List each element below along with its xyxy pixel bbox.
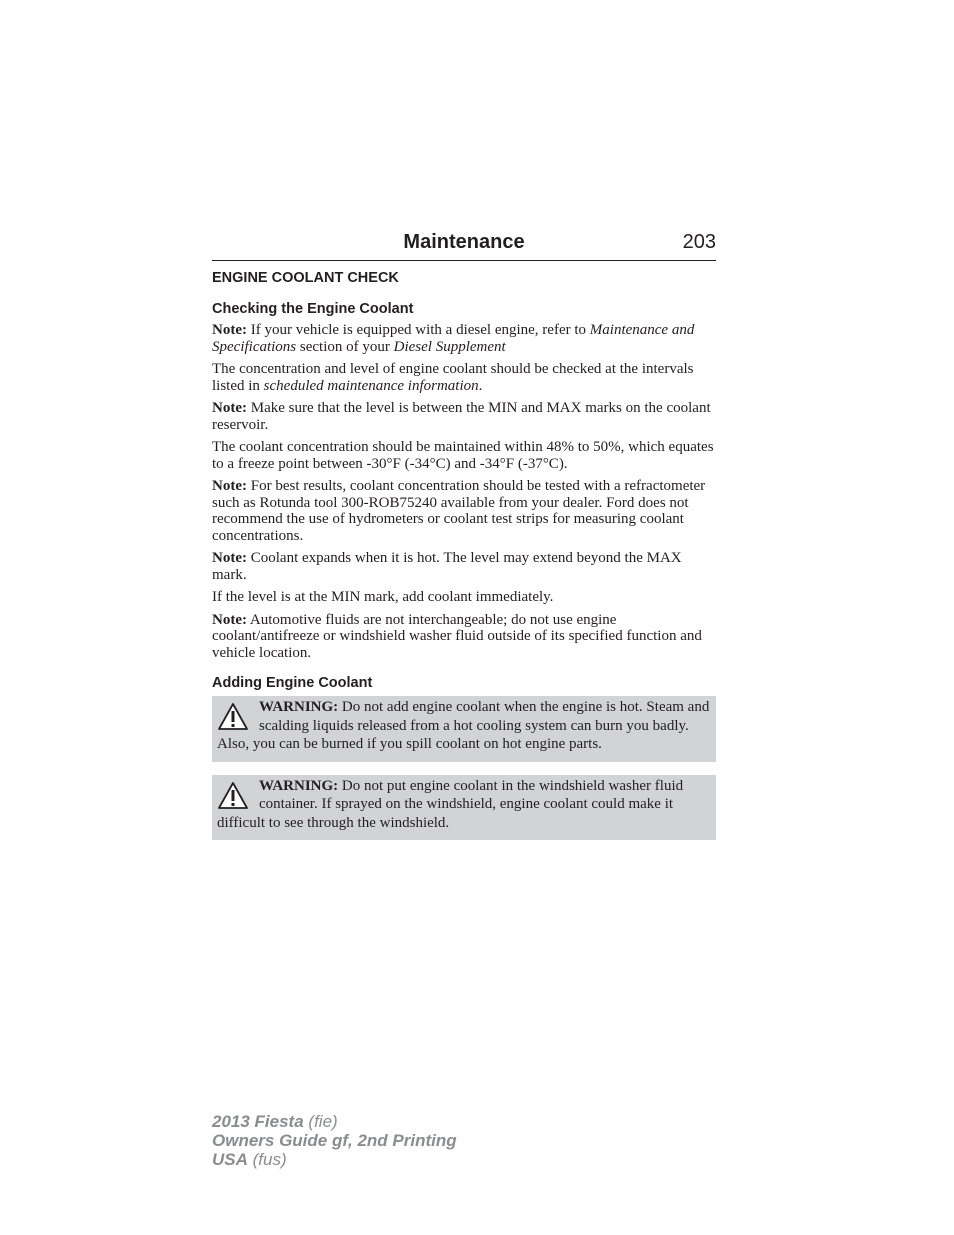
note-text: section of your bbox=[296, 338, 394, 355]
page-footer bbox=[212, 1112, 457, 1169]
note-label: Note: bbox=[212, 611, 247, 628]
paragraph-text: . bbox=[478, 377, 483, 394]
footer-market: USA bbox=[212, 1150, 248, 1169]
italic-reference: Diesel Supplement bbox=[393, 338, 506, 355]
footer-line-guide bbox=[212, 1131, 457, 1150]
footer-guide: Owners Guide gf, 2nd Printing bbox=[212, 1131, 457, 1150]
warning-text: Do not put engine coolant in the windshield washer fluid container. If sprayed on the windshield, engine coolant could make it difficult to see through the windshield. bbox=[217, 777, 684, 831]
footer-line-market bbox=[212, 1150, 457, 1169]
italic-reference: scheduled maintenance information bbox=[263, 377, 479, 394]
warning-label: WARNING: bbox=[259, 777, 339, 794]
note-label: Note: bbox=[212, 478, 247, 494]
warning-triangle-icon bbox=[217, 781, 249, 811]
note-label: Note: bbox=[212, 322, 247, 338]
note-text: Coolant expands when it is hot. The level may extend beyond the MAX mark. bbox=[212, 550, 682, 583]
footer-market-code: (fus) bbox=[247, 1150, 287, 1169]
note-label: Note: bbox=[212, 550, 247, 566]
note-text: Automotive fluids are not interchangeable; do not use engine coolant/antifreeze or windshield washer fluid outside of its specified function and vehicle location. bbox=[212, 611, 702, 661]
warning-box-washer-fluid bbox=[212, 775, 716, 841]
note-refractometer bbox=[212, 478, 716, 544]
warning-box-hot-engine bbox=[212, 696, 716, 762]
paragraph-intervals bbox=[212, 361, 716, 394]
note-expands bbox=[212, 550, 716, 583]
note-text: Make sure that the level is between the MIN and MAX marks on the coolant reservoir. bbox=[212, 400, 711, 433]
paragraph-concentration bbox=[212, 439, 716, 472]
paragraph-min-mark bbox=[212, 589, 716, 606]
footer-line-model bbox=[212, 1112, 457, 1131]
warning-text: Do not add engine coolant when the engine is hot. Steam and scalding liquids released from a hot cooling system can burn you badly. Also, you can be burned if you spill coolant on hot engine parts. bbox=[217, 699, 710, 752]
note-text: For best results, coolant concentration should be tested with a refractometer such as Rotunda tool 300-ROB75240 available from your dealer. Ford does not recommend the use of hydrometers or coolant test strips for measuring coolant concentrations. bbox=[212, 478, 706, 544]
warning-triangle-icon bbox=[217, 702, 249, 732]
main-heading: ENGINE COOLANT CHECK bbox=[212, 270, 399, 286]
warning-label: WARNING: bbox=[259, 699, 339, 715]
note-label: Note: bbox=[212, 400, 247, 416]
page-number: 203 bbox=[682, 231, 716, 253]
footer-model: 2013 Fiesta bbox=[212, 1112, 304, 1131]
italic-reference: Maintenance and Specifications bbox=[212, 322, 695, 355]
paragraph-text: If the level is at the MIN mark, add coolant immediately. bbox=[212, 589, 554, 605]
note-text: If your vehicle is equipped with a diesel engine, refer to bbox=[246, 322, 590, 338]
note-min-max bbox=[212, 400, 716, 433]
paragraph-text: The coolant concentration should be maintained within 48% to 50%, which equates to a freeze point between -30°F (-34°C) and -34°F (-37°C). bbox=[212, 439, 714, 472]
paragraph-text: The concentration and level of engine coolant should be checked at the intervals listed in bbox=[212, 361, 694, 394]
subheading-adding: Adding Engine Coolant bbox=[212, 675, 373, 691]
note-fluids bbox=[212, 612, 716, 662]
subheading-checking: Checking the Engine Coolant bbox=[212, 301, 414, 317]
manual-page bbox=[212, 228, 716, 853]
section-title: Maintenance bbox=[403, 231, 525, 253]
footer-model-code: (fie) bbox=[303, 1112, 338, 1131]
page-header bbox=[212, 228, 716, 261]
note-diesel bbox=[212, 322, 716, 355]
